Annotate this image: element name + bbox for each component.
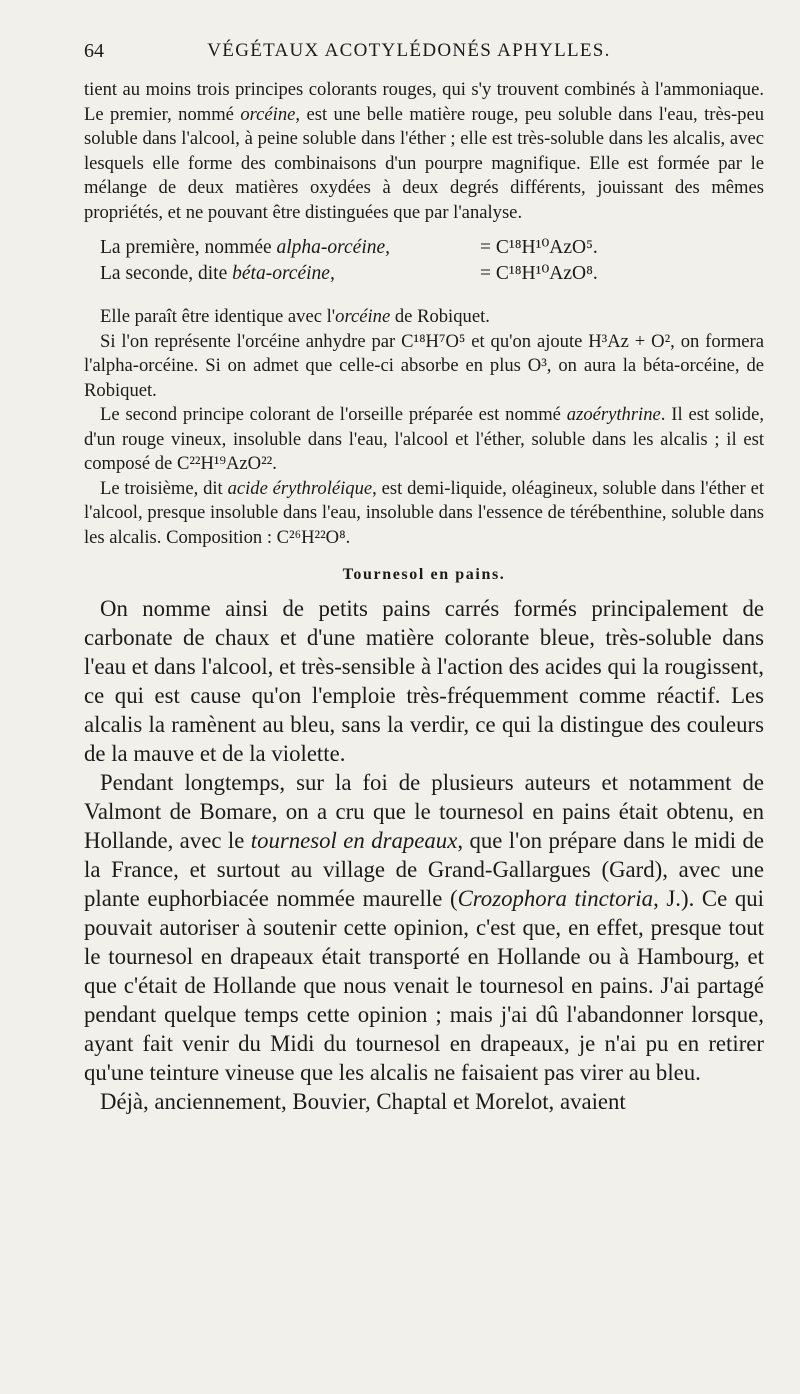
formula-value: = C¹⁸H¹⁰AzO⁸. [480, 263, 598, 284]
paragraph-tournesol-history [84, 768, 764, 1087]
text-run: La première, nommée [100, 237, 277, 258]
formula-alpha-orceine [84, 235, 764, 261]
text-run: Pendant longtemps, sur la foi de plusieurs auteurs et notamment de Valmont de Bomare, on a cru que le tournesol en pains était obtenu, en Hollande, avec le [84, 770, 764, 853]
formula-label [100, 261, 480, 287]
formula-label [100, 235, 480, 261]
page-number: 64 [84, 40, 104, 62]
text-run: , est demi-liquide, oléagineux, soluble dans l'éther et l'alcool, presque insoluble dans l'eau, insoluble dans l'essence de térébenthine, soluble dans les alcalis. Composition : C²⁶H²²O⁸. [84, 477, 764, 548]
text-run: Le troisième, dit [100, 477, 228, 499]
paragraph-azoerythrine [84, 403, 764, 477]
text-run: , J.). Ce qui pouvait autoriser à soutenir cette opinion, c'est que, en effet, presque tout le tournesol en drapeaux était transporté en Hollande ou à Hambourg, et que c'était de Hollande que nous venait le tournesol en pains. J'ai partagé pendant quelque temps cette opinion ; mais j'ai dû l'abandonner lorsque, ayant fait venir du Midi du tournesol en drapeaux, je n'ai pu en retirer qu'une teinture vineuse que les alcalis ne faisaient pas virer au bleu. [84, 886, 764, 1085]
term-azoerythrine: azoérythrine [566, 404, 661, 425]
text-run: tient au moins trois principes colorants rouges, qui s'y trouvent combinés à l'ammoniaque. Le premier, nommé [84, 79, 764, 125]
term-crozophora: Crozophora tinctoria [457, 886, 654, 911]
formula-value: = C¹⁸H¹⁰AzO⁵. [480, 237, 598, 258]
text-run: Elle paraît être identique avec l' [100, 306, 336, 327]
text-run: , que l'on prépare dans le midi de la France, et surtout au village de Grand-Gallargues (Gard), avec une plante euphorbiacée nommée maurelle ( [84, 828, 765, 911]
paragraph-anhydrous: Si l'on représente l'orcéine anhydre par C¹⁸H⁷O⁵ et qu'on ajoute H³Az + O², on formera l'alpha-orcéine. Si on admet que celle-ci absorbe en plus O³, on aura la béta-orcéine, de Robiquet. [84, 330, 764, 401]
text-run: Le second principe colorant de l'orseille préparée est nommé [100, 404, 567, 425]
text-run: La seconde, dite [100, 263, 233, 284]
paragraph-bouvier: Déjà, anciennement, Bouvier, Chaptal et Morelot, avaient [100, 1089, 626, 1114]
page-header [84, 40, 734, 74]
paragraph-erythroleic-acid [84, 477, 764, 551]
paragraph-tournesol-definition: On nomme ainsi de petits pains carrés formés principalement de carbonate de chaux et d'une matière colorante bleue, très-soluble dans l'eau et dans l'alcool, et très-sensible à l'action des acides qui la rougissent, ce qui est cause qu'on l'emploie très-fréquemment comme réactif. Les alcalis la ramènent au bleu, sans la verdir, ce qui la distingue des couleurs de la mauve et de la violette. [84, 596, 764, 766]
paragraph-identity [84, 305, 764, 330]
running-head: VÉGÉTAUX ACOTYLÉDONÉS APHYLLES. [207, 40, 611, 61]
term-erythroleic-acid: acide érythroléique [227, 477, 373, 499]
text-run: . Il est solide, d'un rouge vineux, insoluble dans l'eau, l'alcool et l'éther, soluble dans les alcalis ; il est composé de C²²H¹⁹AzO²². [84, 404, 764, 474]
text-run: , est une belle matière rouge, peu soluble dans l'eau, très-peu soluble dans l'alcool, à peine soluble dans l'éther ; elle est très-soluble dans les alcalis, avec lesquels elle forme des combinaisons d'un pourpre magnifique. Elle est formée par le mélange de deux matières oxydées à deux degrés différents, jouissant des mêmes propriétés, et ne pouvant être distinguées que par l'analyse. [84, 103, 764, 223]
page-body [84, 78, 764, 1116]
term-orceine: orcéine [240, 103, 296, 125]
paragraph-orceine [84, 78, 764, 225]
text-run: de Robiquet. [390, 306, 490, 327]
section-title: Tournesol en pains. [342, 566, 506, 583]
term-alpha-orceine: alpha-orcéine, [276, 237, 391, 258]
term-beta-orceine: béta-orcéine, [232, 263, 335, 284]
term-orceine: orcéine [335, 306, 391, 327]
formula-beta-orceine [84, 261, 764, 287]
term-tournesol-drapeaux: tournesol en drapeaux [250, 828, 458, 853]
